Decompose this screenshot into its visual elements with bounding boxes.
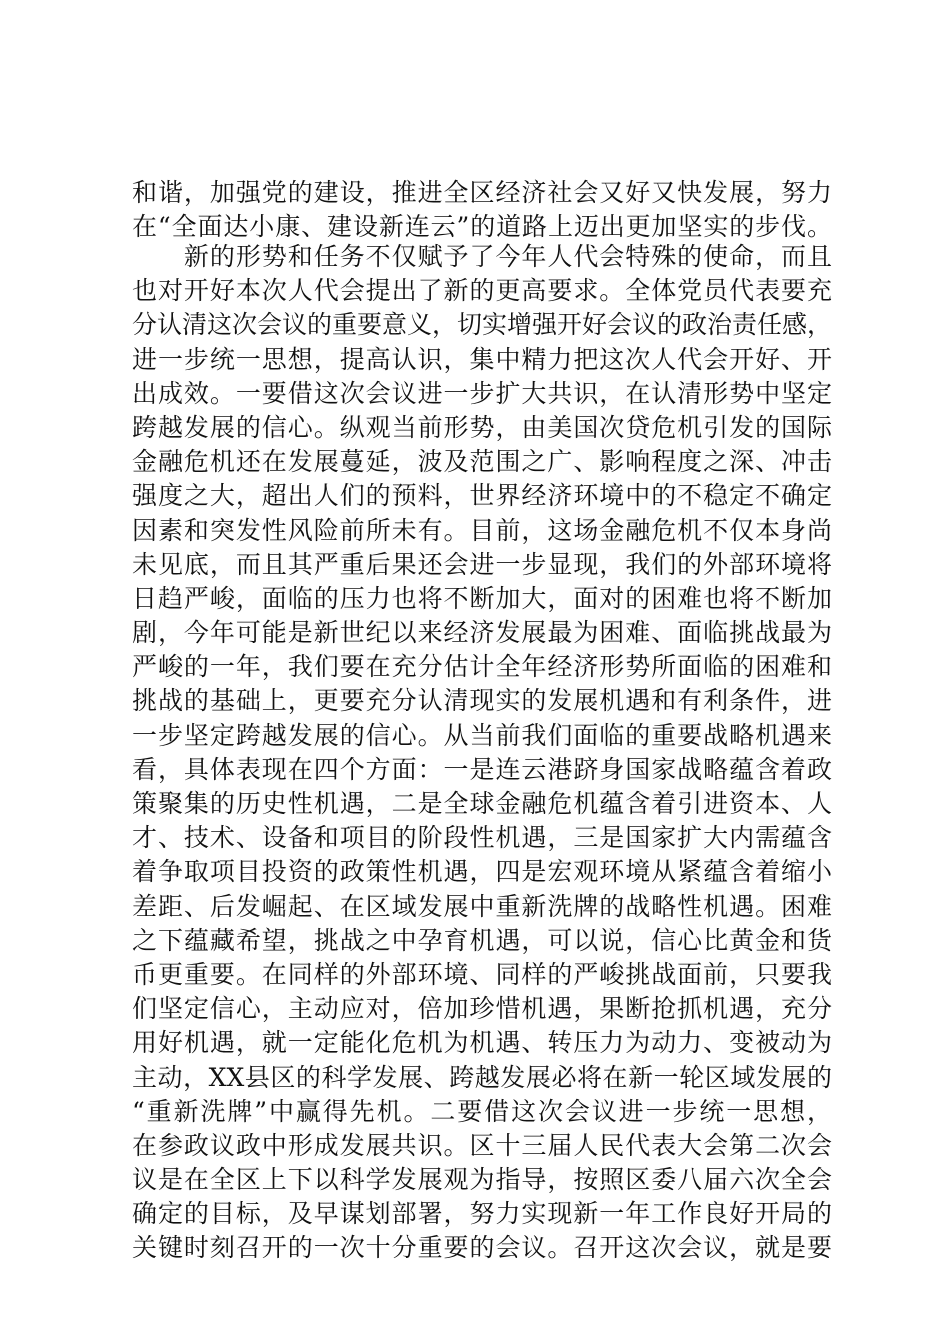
- text-line: 出成效。一要借这次会议进一步扩大共识，在认清形势中坚定: [132, 378, 832, 408]
- text-line: 新的形势和任务不仅赋予了今年人代会特殊的使命，而且: [132, 242, 832, 271]
- text-line: 未见底，而且其严重后果还会进一步显现，我们的外部环境将: [132, 549, 832, 579]
- text-line: 跨越发展的信心。纵观当前形势，由美国次贷危机引发的国际: [132, 412, 832, 442]
- text-line: 因素和突发性风险前所未有。目前，这场金融危机不仅本身尚: [132, 515, 832, 545]
- text-line: 一步坚定跨越发展的信心。从当前我们面临的重要战略机遇来: [132, 720, 832, 750]
- text-line: 才、技术、设备和项目的阶段性机遇，三是国家扩大内需蕴含: [132, 823, 832, 853]
- text-line: 剧，今年可能是新世纪以来经济发展最为困难、面临挑战最为: [132, 618, 832, 648]
- text-line: 主动，XX县区的科学发展、跨越发展必将在新一轮区域发展的: [132, 1062, 832, 1092]
- text-line: 着争取项目投资的政策性机遇，四是宏观环境从紧蕴含着缩小: [132, 857, 832, 887]
- text-line: 强度之大，超出人们的预料，世界经济环境中的不稳定不确定: [132, 481, 832, 511]
- text-line: 在参政议政中形成发展共识。区十三届人民代表大会第二次会: [132, 1130, 832, 1160]
- text-line: 也对开好本次人代会提出了新的更高要求。全体党员代表要充: [132, 276, 832, 306]
- text-line: 用好机遇，就一定能化危机为机遇、转压力为动力、变被动为: [132, 1028, 832, 1058]
- text-line: 关键时刻召开的一次十分重要的会议。召开这次会议，就是要: [132, 1233, 832, 1263]
- text-line: 日趋严峻，面临的压力也将不断加大，面对的困难也将不断加: [132, 583, 832, 613]
- text-line: “重新洗牌”中赢得先机。二要借这次会议进一步统一思想，: [132, 1096, 832, 1126]
- text-line: 看，具体表现在四个方面：一是连云港跻身国家战略蕴含着政: [132, 754, 832, 784]
- text-line: 策聚集的历史性机遇，二是全球金融危机蕴含着引进资本、人: [132, 789, 832, 818]
- paragraph-main: [132, 240, 832, 1266]
- text-line: 严峻的一年，我们要在充分估计全年经济形势所面临的困难和: [132, 652, 832, 682]
- text-line: 之下蕴藏希望，挑战之中孕育机遇，可以说，信心比黄金和货: [132, 925, 832, 955]
- text-line: 差距、后发崛起、在区域发展中重新洗牌的战略性机遇。困难: [132, 891, 832, 921]
- text-line: 确定的目标，及早谋划部署，努力实现新一年工作良好开局的: [132, 1199, 832, 1229]
- text-line: 挑战的基础上，更要充分认清现实的发展机遇和有利条件，进: [132, 686, 832, 716]
- text-line: 进一步统一思想，提高认识，集中精力把这次人代会开好、开: [132, 344, 832, 374]
- paragraph-continuation: [132, 176, 832, 244]
- text-line: 分认清这次会议的重要意义，切实增强开好会议的政治责任感，: [132, 310, 832, 340]
- text-line: 和谐，加强党的建设，推进全区经济社会又好又快发展，努力: [132, 178, 832, 207]
- text-line: 金融危机还在发展蔓延，波及范围之广、影响程度之深、冲击: [132, 447, 832, 477]
- text-line: 议是在全区上下以科学发展观为指导，按照区委八届六次全会: [132, 1165, 832, 1195]
- text-line: 们坚定信心，主动应对，倍加珍惜机遇，果断抢抓机遇，充分: [132, 994, 832, 1024]
- text-line: 在“全面达小康、建设新连云”的道路上迈出更加坚实的步伐。: [132, 212, 832, 242]
- text-line: 币更重要。在同样的外部环境、同样的严峻挑战面前，只要我: [132, 959, 832, 989]
